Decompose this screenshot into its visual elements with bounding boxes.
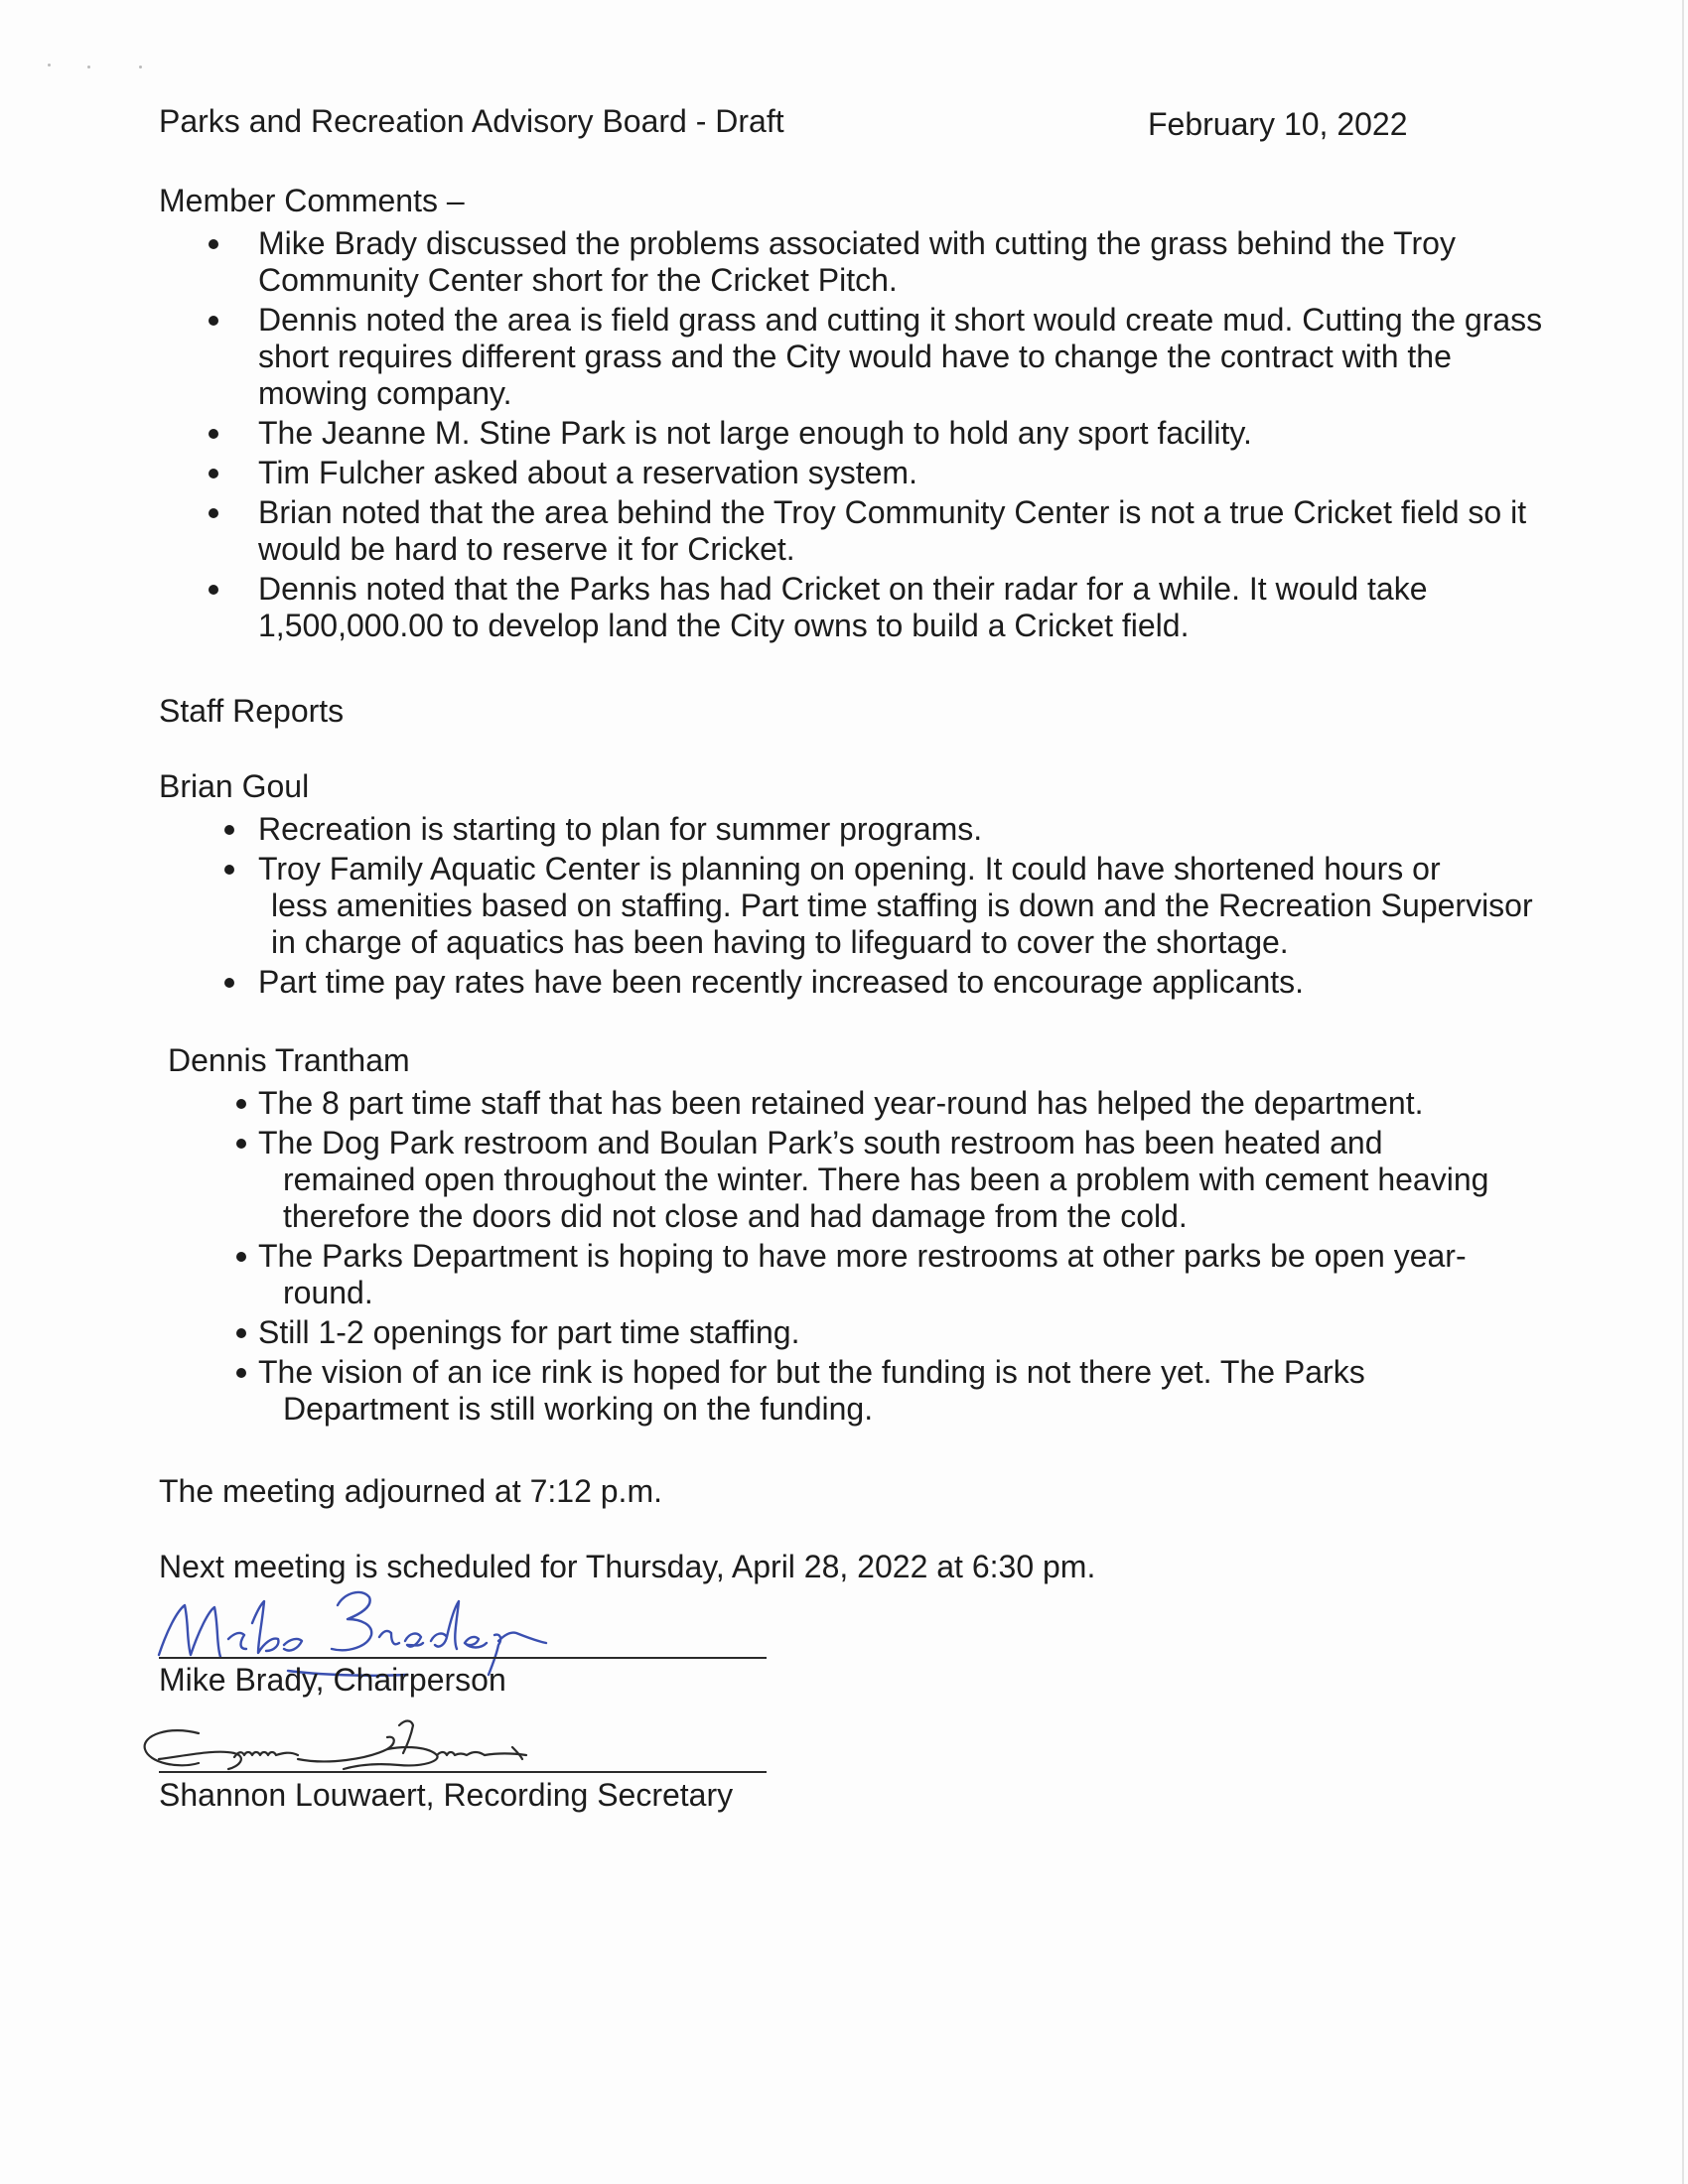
scan-speck [139,66,142,68]
list-item: Mike Brady discussed the problems associated with cutting the grass behind the Troy Community Center short for the Cricket Pitch. [159,225,1549,299]
dennis-report-list [159,1085,1569,1428]
list-item-continuation: Department is still working on the funding. [283,1391,874,1427]
list-item-first-line: The vision of an ice rink is hoped for but the funding is not there yet. The Parks [258,1354,1365,1390]
chairperson-signature-line [159,1657,767,1659]
list-item-first-line: Recreation is starting to plan for summer programs. [258,811,983,847]
adjourned-text: The meeting adjourned at 7:12 p.m. [159,1473,662,1509]
next-meeting-text: Next meeting is scheduled for Thursday, April 28, 2022 at 6:30 pm. [159,1549,1096,1584]
meeting-date: February 10, 2022 [1148,106,1408,142]
scan-edge [1682,0,1684,2184]
list-item [159,1238,1569,1311]
list-item: Dennis noted that the Parks has had Cricket on their radar for a while. It would take 1,500,000.00 to develop land the City owns to build a Cricket field. [159,571,1549,644]
member-comments-heading: Member Comments – [159,183,465,218]
staff-name-brian: Brian Goul [159,768,310,804]
list-item [159,964,1549,1001]
secretary-label: Shannon Louwaert, Recording Secretary [159,1777,734,1813]
list-item-first-line: Still 1-2 openings for part time staffing. [258,1314,800,1350]
list-item-first-line: Troy Family Aquatic Center is planning on opening. It could have shortened hours or [258,851,1441,887]
list-item [159,1085,1569,1122]
scan-speck [48,64,51,67]
list-item: Tim Fulcher asked about a reservation system. [159,455,1549,491]
list-item-first-line: The 8 part time staff that has been retained year-round has helped the department. [258,1085,1424,1121]
chairperson-label: Mike Brady, Chairperson [159,1662,506,1698]
staff-name-dennis: Dennis Trantham [168,1042,410,1078]
list-item [159,1314,1569,1351]
secretary-signature-line [159,1771,767,1773]
document-title: Parks and Recreation Advisory Board - Draft [159,103,784,139]
list-item-first-line: The Parks Department is hoping to have more restrooms at other parks be open year- [258,1238,1467,1274]
list-item [159,811,1549,848]
scan-speck [87,66,90,68]
list-item [159,1354,1569,1428]
list-item-continuation: round. [283,1275,373,1310]
member-comments-list [159,225,1549,647]
list-item-continuation: less amenities based on staffing. Part time staffing is down and the Recreation Supervisor in charge of aquatics has been having to lifeguard to cover the shortage. [271,887,1533,960]
list-item: Brian noted that the area behind the Troy Community Center is not a true Cricket field so it would be hard to reserve it for Cricket. [159,494,1549,568]
list-item-first-line: The Dog Park restroom and Boulan Park’s south restroom has been heated and [258,1125,1383,1160]
list-item [159,1125,1569,1235]
brian-report-list [159,811,1549,1001]
list-item: The Jeanne M. Stine Park is not large enough to hold any sport facility. [159,415,1549,452]
list-item: Dennis noted the area is field grass and cutting it short would create mud. Cutting the grass short requires different grass and the City would have to change the contract with the mowing company. [159,302,1549,412]
list-item-first-line: Part time pay rates have been recently increased to encourage applicants. [258,964,1305,1000]
list-item [159,851,1549,961]
staff-reports-heading: Staff Reports [159,693,345,729]
list-item-continuation: remained open throughout the winter. There has been a problem with cement heaving therefore the doors did not close and had damage from the cold. [283,1161,1489,1234]
